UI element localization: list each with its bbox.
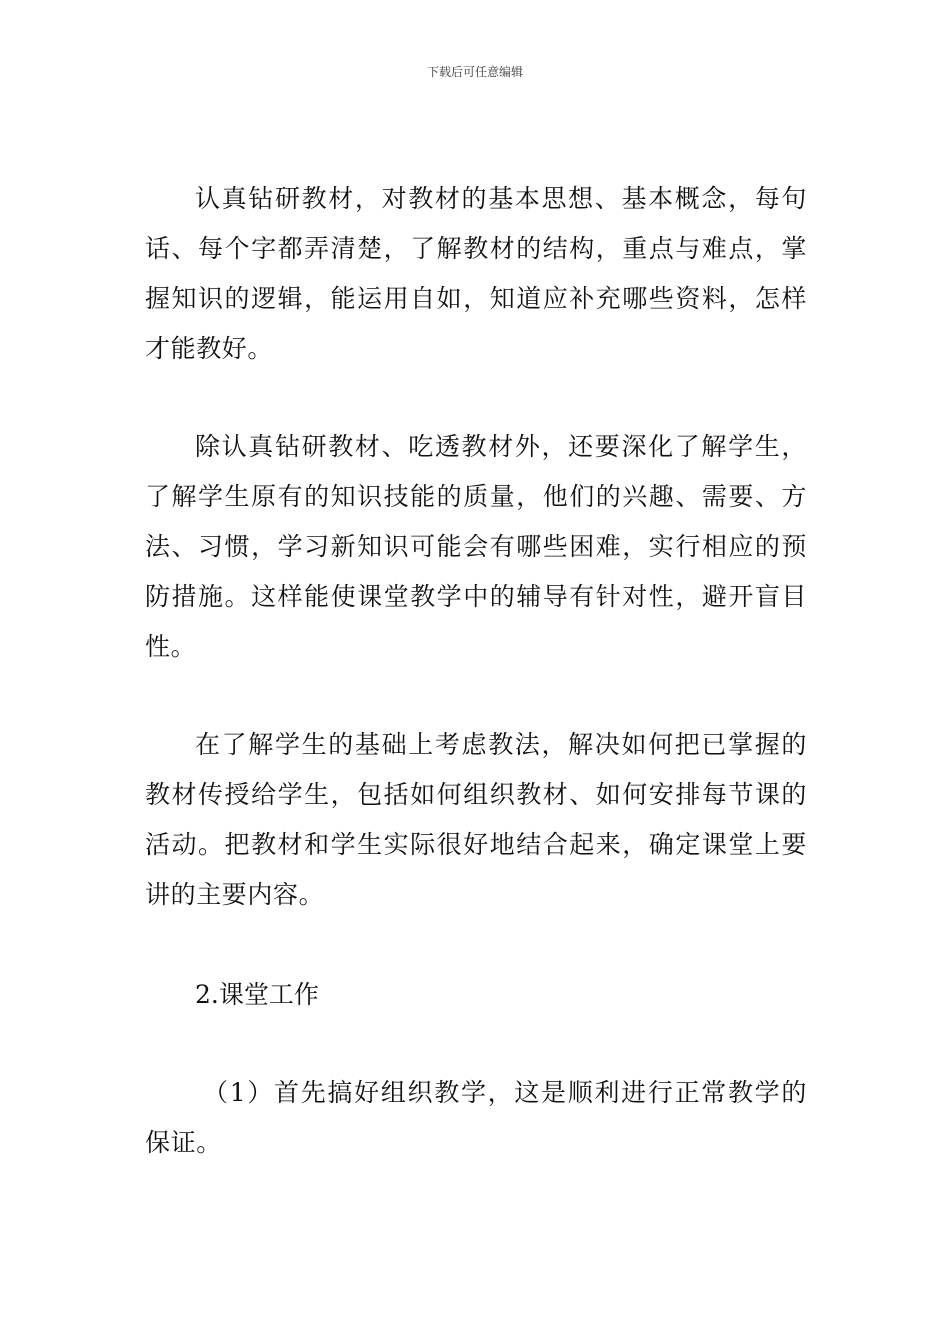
paragraph-2: 除认真钻研教材、吃透教材外，还要深化了解学生，了解学生原有的知识技能的质量，他们的兴趣、需要、方法、习惯，学习新知识可能会有哪些困难，实行相应的预防措施。这样能使课堂教学中的辅导有针对性，避开盲目性。 [145,432,807,661]
paragraph-3: 在了解学生的基础上考虑教法，解决如何把已掌握的教材传授给学生，包括如何组织教材、如何安排每节课的活动。把教材和学生实际很好地结合起来，确定课堂上要讲的主要内容。 [145,730,807,909]
sub-paragraph-1: （1）首先搞好组织教学，这是顺利进行正常教学的保证。 [145,1078,807,1157]
section-heading: 2.课堂工作 [195,980,319,1009]
paragraph-1: 认真钻研教材，对教材的基本思想、基本概念，每句话、每个字都弄清楚，了解教材的结构，重点与难点，掌握知识的逻辑，能运用自如，知道应补充哪些资料，怎样才能教好。 [145,184,807,363]
page-header-note: 下载后可任意编辑 [426,65,523,79]
